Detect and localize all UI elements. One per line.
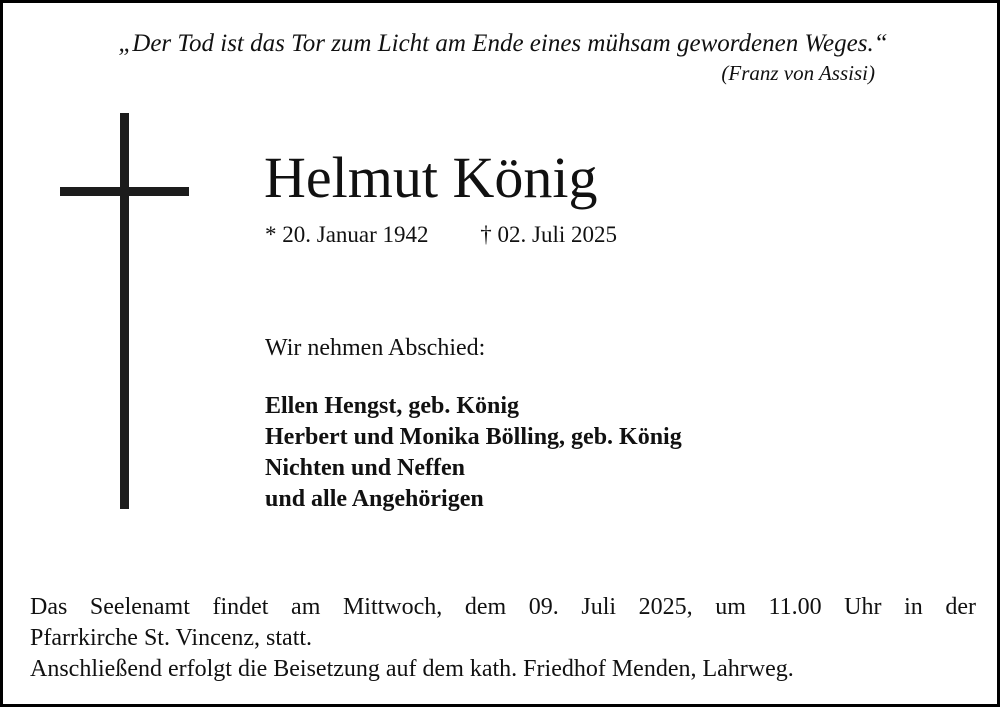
mourner-item: Nichten und Neffen (265, 455, 466, 481)
service-line-1: Das Seelenamt findet am Mittwoch, dem 09. Juli 2025, um 11.00 Uhr in der (30, 594, 976, 620)
cross-vertical-bar (120, 113, 129, 509)
service-line-2: Pfarrkirche St. Vincenz, statt. (30, 625, 313, 651)
mourner-item: Herbert und Monika Bölling, geb. König (265, 424, 682, 450)
service-line-3: Anschließend erfolgt die Beisetzung auf dem kath. Friedhof Menden, Lahrweg. (30, 656, 794, 682)
mourners-list (265, 391, 682, 515)
quote-author: (Franz von Assisi) (721, 61, 875, 85)
farewell-heading: Wir nehmen Abschied: (265, 335, 486, 361)
life-dates (265, 220, 617, 250)
mourner-item: und alle Angehörigen (265, 486, 484, 512)
mourner-item: Ellen Hengst, geb. König (265, 393, 520, 419)
service-notice (30, 592, 976, 685)
deceased-name: Helmut König (264, 145, 598, 210)
quote-text: „Der Tod ist das Tor zum Licht am Ende eines mühsam gewordenen Weges.“ (118, 30, 888, 57)
death-date: † 02. Juli 2025 (480, 222, 618, 247)
cross-horizontal-bar (60, 187, 189, 196)
birth-date: * 20. Januar 1942 (265, 222, 429, 247)
